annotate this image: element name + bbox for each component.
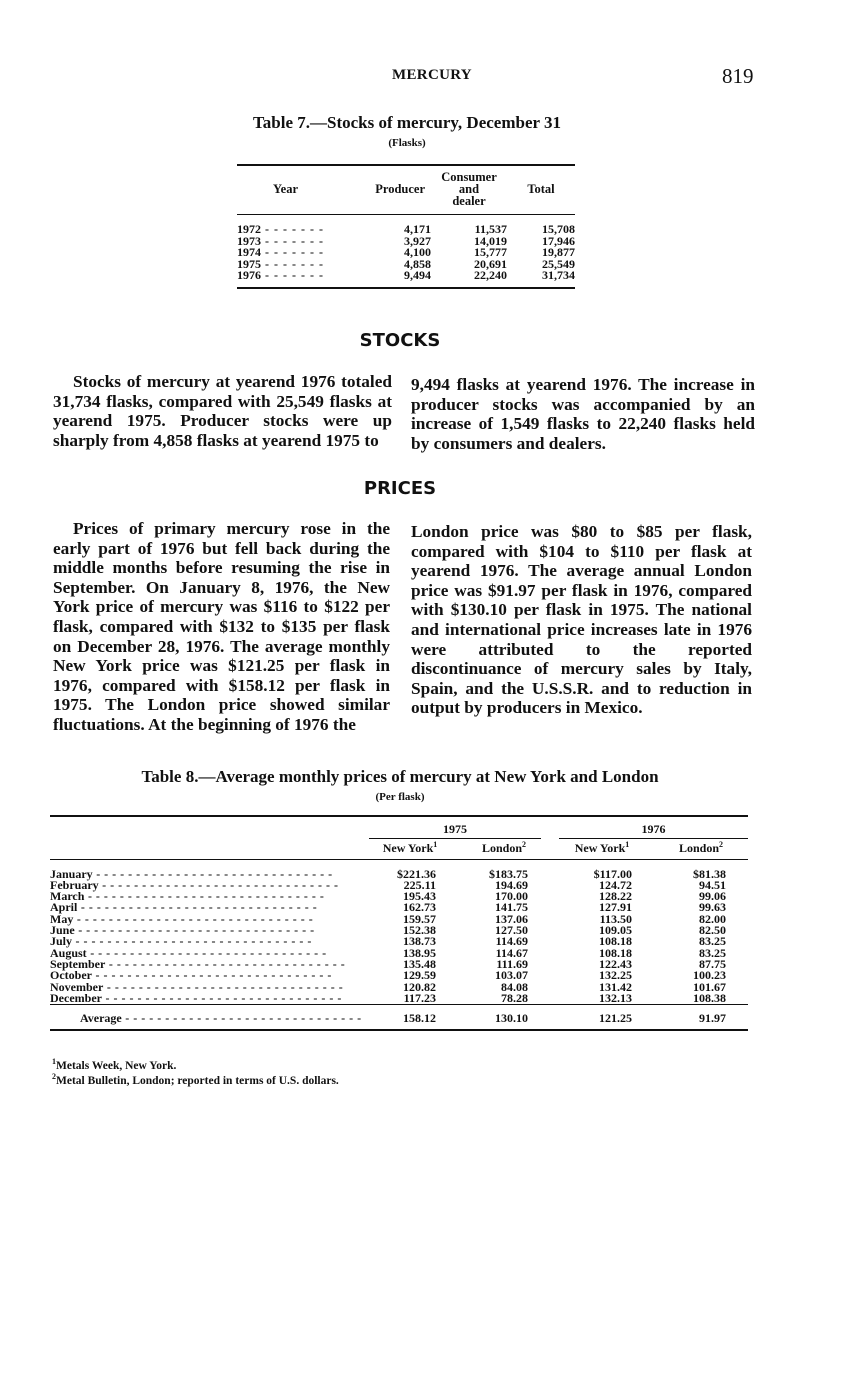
ny-1975-cell: $221.36 bbox=[397, 866, 436, 881]
ny-1975-cell: 225.11 bbox=[403, 877, 436, 892]
producer-cell: 4,858 bbox=[404, 256, 431, 271]
year-value: 1972 bbox=[237, 222, 261, 236]
ny-1976-cell: 108.18 bbox=[599, 945, 632, 960]
dot-leader bbox=[102, 991, 342, 1005]
london-1976-cell: 108.38 bbox=[693, 990, 726, 1005]
london-1976-cell: $81.38 bbox=[693, 866, 726, 881]
london-1975-cell: 78.28 bbox=[501, 990, 528, 1005]
average-label: Average bbox=[80, 1011, 122, 1026]
prices-paragraph-col2: London price was $80 to $85 per flask, compared with $104 to $110 per flask at yearend 1976. The average annual London price was $91.97 per flask in 1976, compared with $130.10 per flask in 1975. The national and international price increases late in 1976 were attributed to the reported discontinuance of mercury sales by Italy, Spain, and the U.S.S.R. and to reduction in output by producers in Mexico. bbox=[411, 522, 752, 718]
london-1975-cell: 111.69 bbox=[496, 956, 528, 971]
table-row bbox=[50, 993, 748, 1005]
table7-col-consumer bbox=[431, 165, 507, 215]
table-row bbox=[237, 270, 575, 288]
ny-1975-cell: 152.38 bbox=[403, 923, 436, 938]
dot-leader bbox=[261, 268, 324, 282]
year-value: 1974 bbox=[237, 245, 261, 259]
producer-cell: 9,494 bbox=[355, 270, 431, 288]
london-1975-cell: $183.75 bbox=[489, 866, 528, 881]
col-label: London bbox=[678, 841, 720, 856]
table8-unit: (Per flask) bbox=[375, 791, 425, 803]
ny-1976-cell: $117.00 bbox=[593, 866, 632, 881]
table8-year-row bbox=[50, 824, 748, 839]
avg-ny-1976-cell: 121.25 bbox=[550, 1005, 654, 1031]
footnote-2 bbox=[52, 1072, 339, 1087]
table-row bbox=[50, 859, 748, 880]
london-1975-cell: 103.07 bbox=[495, 968, 528, 983]
table8-col-ny-1975 bbox=[362, 839, 458, 859]
table7-year-cell bbox=[237, 215, 355, 236]
footnote-mark: 2 bbox=[522, 840, 527, 850]
footnote-text: Metal Bulletin, London; reported in terms of U.S. dollars. bbox=[56, 1075, 339, 1087]
col-label: New York bbox=[382, 841, 434, 856]
running-title: MERCURY bbox=[392, 67, 472, 83]
london-1975-cell: 170.00 bbox=[495, 889, 528, 904]
ny-1976-cell: 124.72 bbox=[599, 877, 632, 892]
footnote-1 bbox=[52, 1057, 177, 1072]
table8-col-ny-1976 bbox=[550, 839, 654, 859]
consumer-cell: 22,240 bbox=[431, 270, 507, 288]
london-1976-cell: 83.25 bbox=[699, 945, 726, 960]
table7-header-row bbox=[237, 165, 575, 215]
dot-leader bbox=[122, 1011, 362, 1025]
page-number: 819 bbox=[722, 64, 754, 88]
table8-subheader-row bbox=[50, 839, 748, 859]
table8-col-london-1976 bbox=[654, 839, 748, 859]
ny-1975-cell: 135.48 bbox=[403, 956, 436, 971]
ny-1975-cell: 138.73 bbox=[403, 934, 436, 949]
month-label: November bbox=[50, 979, 104, 994]
table7-col-total: Total bbox=[507, 165, 575, 215]
avg-ny-1975-cell: 158.12 bbox=[362, 1005, 458, 1031]
london-1976-cell: 83.25 bbox=[699, 934, 726, 949]
table7-unit: (Flasks) bbox=[388, 137, 426, 149]
avg-london-1976-cell: 91.97 bbox=[654, 1005, 748, 1031]
table8-year-1975: 1975 bbox=[362, 824, 550, 839]
table7-col-consumer-line2: and bbox=[458, 182, 480, 196]
london-1976-cell: 99.06 bbox=[699, 889, 726, 904]
prices-heading: PRICES bbox=[363, 478, 437, 499]
london-1975-cell: 114.69 bbox=[495, 934, 528, 949]
ny-1975-cell: 138.95 bbox=[403, 945, 436, 960]
london-1975-cell: 127.50 bbox=[495, 923, 528, 938]
ny-1976-cell: 127.91 bbox=[599, 900, 632, 915]
ny-1975-cell: 159.57 bbox=[403, 911, 436, 926]
year-value: 1973 bbox=[237, 233, 261, 248]
month-label: April bbox=[50, 900, 78, 915]
month-label: January bbox=[50, 866, 93, 881]
london-1975-cell: 141.75 bbox=[495, 900, 528, 915]
london-1976-cell: 82.00 bbox=[699, 911, 726, 926]
london-1975-cell: 137.06 bbox=[495, 911, 528, 926]
table7-col-consumer-line1: Consumer bbox=[441, 170, 497, 184]
london-1976-cell: 101.67 bbox=[693, 979, 726, 994]
producer-cell: 4,171 bbox=[404, 222, 431, 236]
month-label: July bbox=[50, 934, 73, 949]
ny-1976-cell: 131.42 bbox=[599, 979, 632, 994]
footnote-mark: 1 bbox=[625, 840, 630, 850]
footnote-mark: 1 bbox=[433, 840, 438, 850]
col-label: New York bbox=[574, 841, 626, 856]
ny-1976-cell: 132.13 bbox=[599, 990, 632, 1005]
month-label: December bbox=[50, 990, 102, 1005]
london-1976-cell: 94.51 bbox=[699, 877, 726, 892]
month-label: August bbox=[50, 945, 87, 960]
table7-title: Table 7.—Stocks of mercury, December 31 bbox=[252, 113, 561, 132]
ny-1976-cell: 122.43 bbox=[599, 956, 632, 971]
table8-title: Table 8.—Average monthly prices of mercury at New York and London bbox=[141, 767, 659, 786]
total-cell: 31,734 bbox=[507, 270, 575, 288]
month-label: May bbox=[50, 911, 74, 926]
london-1975-cell: 84.08 bbox=[501, 979, 528, 994]
avg-london-1975-cell: 130.10 bbox=[458, 1005, 550, 1031]
average-label-cell bbox=[50, 1005, 362, 1031]
ny-1976-cell: 109.05 bbox=[599, 923, 632, 938]
consumer-cell: 20,691 bbox=[474, 256, 507, 271]
table8-prices bbox=[50, 815, 748, 1031]
total-cell: 25,549 bbox=[542, 256, 575, 271]
london-1976-cell: 100.23 bbox=[693, 968, 726, 983]
stocks-paragraph-col2: 9,494 flasks at yearend 1976. The increase in producer stocks was accompanied by an increase of 1,549 flasks to 22,240 flasks held by consumers and dealers. bbox=[411, 375, 755, 453]
consumer-cell: 11,537 bbox=[474, 222, 507, 236]
ny-1975-cell: 129.59 bbox=[403, 968, 436, 983]
table7-col-consumer-line3: dealer bbox=[452, 194, 486, 208]
total-cell: 17,946 bbox=[542, 233, 575, 248]
month-label: October bbox=[50, 968, 92, 983]
table7-col-producer: Producer bbox=[355, 165, 431, 215]
consumer-cell: 14,019 bbox=[474, 233, 507, 248]
london-1976-cell: 87.75 bbox=[699, 956, 726, 971]
stocks-paragraph-col1: Stocks of mercury at yearend 1976 totaled 31,734 flasks, compared with 25,549 flasks at yearend 1975. Producer stocks were up sharply from 4,858 flasks at yearend 1975 to bbox=[53, 372, 392, 450]
stocks-heading: STOCKS bbox=[359, 330, 441, 351]
month-label: March bbox=[50, 889, 85, 904]
prices-paragraph-col1: Prices of primary mercury rose in the early part of 1976 but fell back during the middle months before resuming the rise in September. On January 8, 1976, the New York price of mercury was $116 to $122 per flask, compared with $132 to $135 per flask on December 28, 1976. The average monthly New York price was $121.25 per flask in 1976, compared with $158.12 per flask in 1975. The London price showed similar fluctuations. At the beginning of 1976 the bbox=[53, 519, 390, 734]
month-cell bbox=[50, 990, 362, 1005]
consumer-cell: 15,777 bbox=[474, 245, 507, 259]
ny-1975-cell: 120.82 bbox=[403, 979, 436, 994]
month-label: September bbox=[50, 956, 106, 971]
footnote-mark: 1 bbox=[52, 1057, 56, 1067]
table8-col-london-1975 bbox=[458, 839, 550, 859]
london-1976-cell: 99.63 bbox=[699, 900, 726, 915]
month-label: June bbox=[50, 923, 75, 938]
footnote-mark: 2 bbox=[52, 1072, 56, 1082]
ny-1975-cell: 117.23 bbox=[403, 990, 436, 1005]
producer-cell: 3,927 bbox=[404, 233, 431, 248]
ny-1976-cell: 128.22 bbox=[599, 889, 632, 904]
footnote-text: Metals Week, New York. bbox=[56, 1060, 177, 1072]
table8-average-row bbox=[50, 1005, 748, 1031]
year-value: 1975 bbox=[237, 256, 261, 271]
producer-cell: 4,100 bbox=[404, 245, 431, 259]
total-cell: 19,877 bbox=[542, 245, 575, 259]
table7-stocks bbox=[237, 164, 575, 289]
ny-1975-cell: 195.43 bbox=[403, 889, 436, 904]
table-row bbox=[237, 215, 575, 236]
london-1975-cell: 194.69 bbox=[495, 877, 528, 892]
ny-1976-cell: 108.18 bbox=[599, 934, 632, 949]
ny-1976-cell: 113.50 bbox=[599, 911, 632, 926]
month-cell bbox=[50, 859, 362, 880]
footnote-mark: 2 bbox=[719, 840, 724, 850]
table7-year-cell bbox=[237, 270, 355, 288]
london-1976-cell: 82.50 bbox=[699, 923, 726, 938]
total-cell: 15,708 bbox=[542, 222, 575, 236]
london-1975-cell: 114.67 bbox=[495, 945, 528, 960]
table8-year-1976: 1976 bbox=[550, 824, 748, 839]
col-label: London bbox=[481, 841, 523, 856]
table7-col-year: Year bbox=[237, 165, 355, 215]
month-label: February bbox=[50, 877, 99, 892]
ny-1976-cell: 132.25 bbox=[599, 968, 632, 983]
year-value: 1976 bbox=[237, 268, 261, 282]
ny-1975-cell: 162.73 bbox=[403, 900, 436, 915]
